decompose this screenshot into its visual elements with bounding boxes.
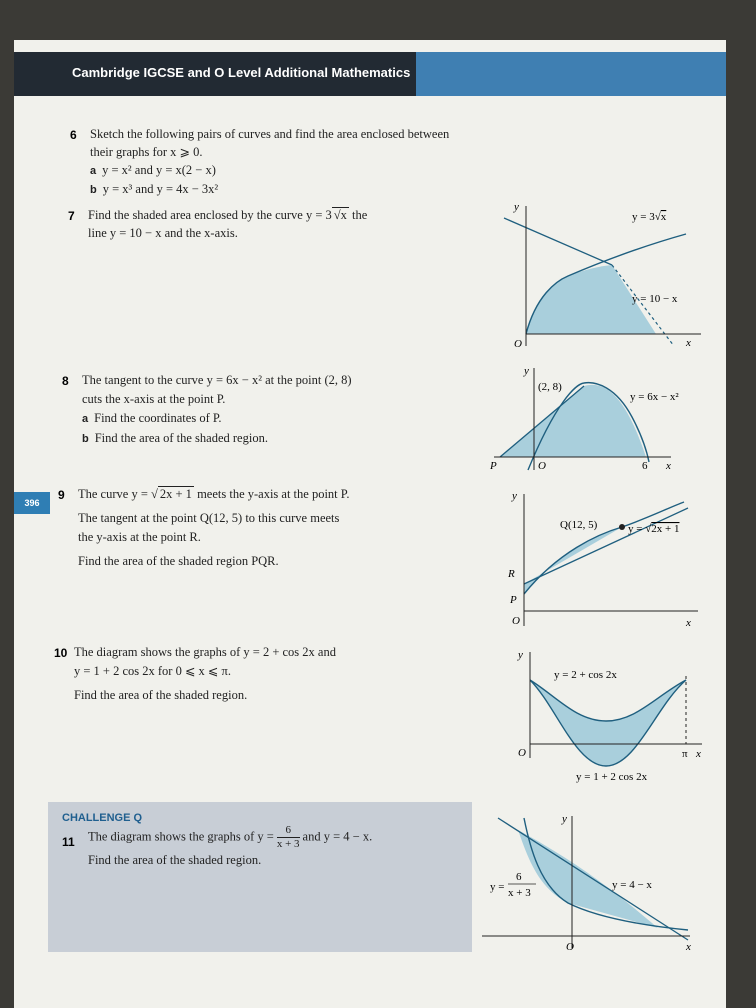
q6-b-text: y = x³ and y = 4x − 3x²: [102, 182, 219, 196]
q11-origin: O: [566, 941, 574, 953]
header-title: Cambridge IGCSE and O Level Additional Mathematics: [72, 65, 411, 80]
q7-curve-label-root: x: [660, 211, 667, 223]
q6-line2: their graphs for x ⩾ 0.: [90, 145, 203, 159]
q9-curve-label-root: 2x + 1: [651, 523, 680, 535]
question-8: [82, 371, 442, 449]
q7-number: 7: [68, 209, 75, 223]
q8-number: 8: [62, 374, 69, 388]
q8-p-label: P: [490, 460, 497, 472]
q9-shaded-region: [524, 527, 622, 594]
q11-line1-end: and y = 4 − x.: [302, 829, 373, 844]
question-11: [88, 824, 468, 869]
q6-a-text: y = x² and y = x(2 − x): [102, 163, 216, 177]
q10-line3: Find the area of the shaded region.: [74, 688, 248, 702]
q8-figure: [486, 362, 706, 474]
q11-line-label: y = 4 − x: [612, 879, 652, 891]
q9-r-label: R: [508, 568, 515, 580]
q7-line1-end: the: [348, 208, 368, 222]
question-7: Find the shaded area enclosed by the curve y = 3 √x the line y = 10 − x and the x-axis.: [88, 206, 448, 242]
q10-top-label: y = 2 + cos 2x: [554, 669, 617, 681]
q8-y-label: y: [524, 365, 529, 377]
q8-b-text: Find the area of the shaded region.: [94, 431, 268, 445]
q6-number: 6: [70, 128, 77, 142]
header-accent: [416, 52, 726, 96]
question-6: [90, 125, 530, 199]
q11-x-label: x: [686, 941, 691, 953]
q9-line1: The curve y =: [78, 487, 151, 501]
q10-line2: y = 1 + 2 cos 2x for 0 ⩽ x ⩽ π.: [74, 664, 231, 678]
q9-p-label: P: [510, 594, 517, 606]
q9-origin: O: [512, 615, 520, 627]
q8-line2: cuts the x-axis at the point P.: [82, 392, 226, 406]
q8-origin: O: [538, 460, 546, 472]
q10-origin: O: [518, 747, 526, 759]
q11-line: [498, 818, 688, 940]
q8-x-label: x: [666, 460, 671, 472]
q7-x-label: x: [686, 337, 691, 349]
q10-line1: The diagram shows the graphs of y = 2 + cos 2x and: [74, 645, 336, 659]
q6-b-label: b: [90, 184, 97, 196]
page-number-tab: 396: [14, 492, 50, 514]
q9-line3: the y-axis at the point R.: [78, 530, 201, 544]
q8-curve-label: y = 6x − x²: [630, 391, 679, 403]
q9-number: 9: [58, 488, 65, 502]
q8-a-text: Find the coordinates of P.: [94, 411, 222, 425]
q6-a-label: a: [90, 165, 97, 177]
q7-figure: [496, 196, 706, 350]
q9-figure: [498, 486, 706, 632]
q7-root: x: [340, 208, 347, 222]
q10-shaded-region: [530, 680, 686, 766]
q10-bottom-label: y = 1 + 2 cos 2x: [576, 771, 648, 783]
q11-y-label: y: [562, 813, 567, 825]
q11-line2: Find the area of the shaded region.: [88, 853, 262, 867]
q11-frac-bottom: x + 3: [276, 838, 300, 850]
q8-six-label: 6: [642, 460, 648, 472]
q7-line2: line y = 10 − x and the x-axis.: [88, 226, 238, 240]
q9-curve-label: y = √2x + 1: [628, 523, 680, 535]
q8-b-label: b: [82, 433, 89, 445]
q7-curve-label-a: y = 3: [632, 211, 655, 223]
q7-origin: O: [514, 338, 522, 350]
q7-line-solid: [504, 218, 612, 265]
q9-root: 2x + 1: [159, 487, 192, 501]
page-header: [14, 52, 726, 96]
q8-a-label: a: [82, 413, 89, 425]
q8-line1: The tangent to the curve y = 6x − x² at the point (2, 8): [82, 373, 352, 387]
q9-tangent: [524, 508, 688, 584]
q11-frac-top: 6: [277, 824, 300, 838]
q10-x-label: x: [696, 748, 701, 760]
question-10: [74, 643, 454, 705]
q6-line1: Sketch the following pairs of curves and find the area enclosed between: [90, 127, 450, 141]
q10-number: 10: [54, 646, 68, 660]
q8-point-label: (2, 8): [538, 381, 562, 393]
q11-figure: [478, 808, 706, 958]
q10-y-label: y: [518, 649, 523, 661]
challenge-label: CHALLENGE Q: [62, 812, 143, 824]
q11-curve-label: y =: [490, 881, 505, 893]
q7-line1: Find the shaded area enclosed by the curve y = 3: [88, 208, 332, 222]
q9-curve: [524, 502, 684, 594]
q7-y-label: y: [514, 201, 519, 213]
q9-y-label: y: [512, 490, 517, 502]
question-9: The curve y = √ 2x + 1 meets the y-axis at the point P. The tangent at the point Q(12, 5) to this curve meets the y-axis at the point R. Find the area of the shaded region PQR.: [78, 485, 438, 571]
q9-curve-label-a: y =: [628, 523, 646, 535]
q11-number: 11: [62, 835, 75, 849]
q9-q-label: Q(12, 5): [560, 519, 598, 531]
q10-pi-label: π: [682, 748, 688, 760]
q9-line1-end: meets the y-axis at the point P.: [193, 487, 350, 501]
q7-curve-label: y = 3√x: [632, 211, 667, 223]
q7-line-label: y = 10 − x: [632, 293, 678, 305]
q10-figure: [506, 646, 706, 786]
q11-line1: The diagram shows the graphs of y =: [88, 829, 274, 844]
q11-curve-frac-bottom: x + 3: [508, 887, 531, 899]
q9-line2: The tangent at the point Q(12, 5) to this curve meets: [78, 511, 340, 525]
q9-x-label: x: [686, 617, 691, 629]
challenge-box: [48, 802, 472, 952]
q9-point-q: [619, 524, 625, 530]
q11-curve-frac-top: 6: [516, 871, 522, 883]
q9-line4: Find the area of the shaded region PQR.: [78, 554, 279, 568]
